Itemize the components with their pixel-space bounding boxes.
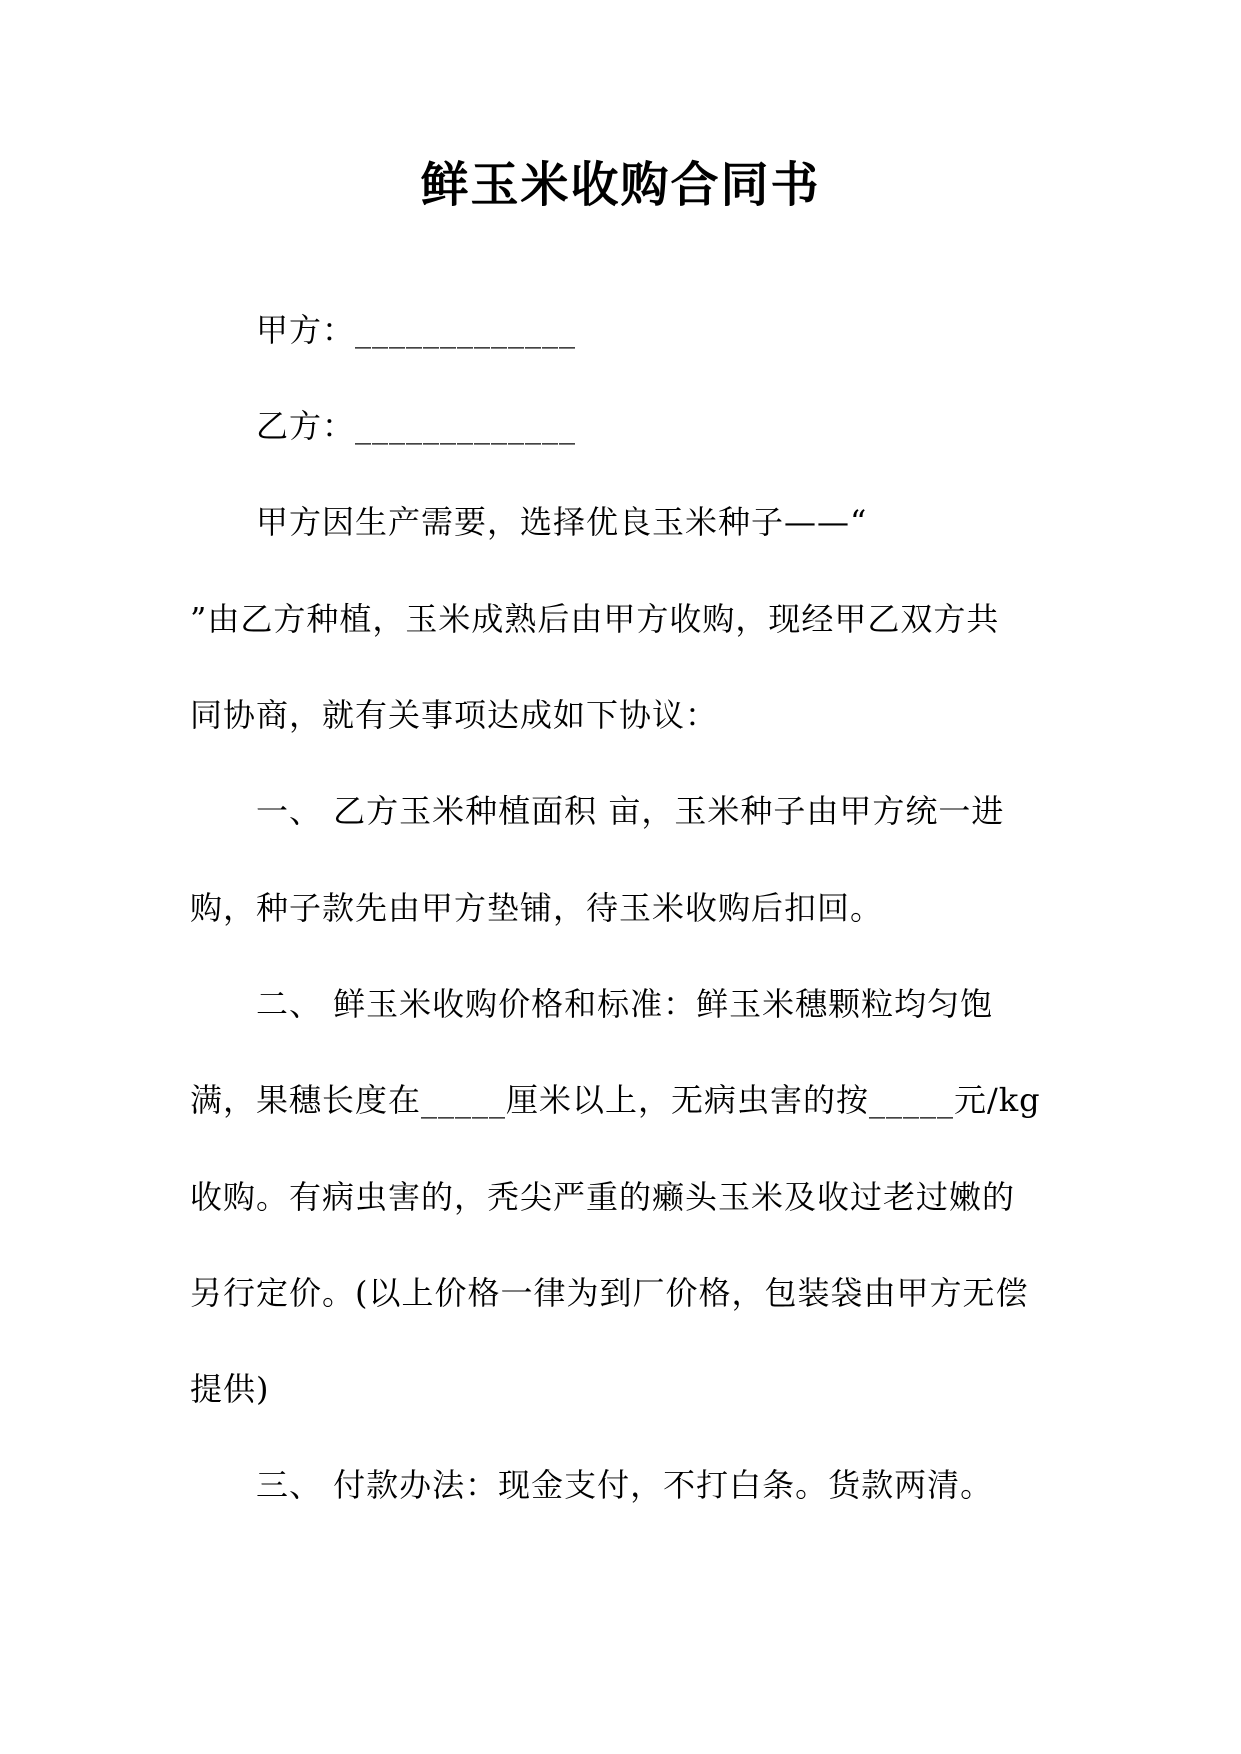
clause-2-line-2: 满，果穗长度在_____厘米以上，无病虫害的按_____元/kg (190, 1081, 1041, 1119)
intro-line-2: ”由乙方种植，玉米成熟后由甲方收购，现经甲乙双方共 (190, 600, 1000, 638)
clause-1-line-2: 购，种子款先由甲方垫铺，待玉米收购后扣回。 (190, 889, 884, 927)
party-a-line: 甲方：_____________ (256, 311, 577, 349)
party-b-line: 乙方：_____________ (256, 407, 577, 445)
clause-2-line-1: 二、 鲜玉米收购价格和标准：鲜玉米穗颗粒均匀饱 (256, 985, 994, 1023)
document-title: 鲜玉米收购合同书 (420, 157, 821, 213)
clause-1-line-1: 一、 乙方玉米种植面积 亩，玉米种子由甲方统一进 (256, 792, 1005, 830)
clause-3-line-1: 三、 付款办法：现金支付，不打白条。货款两清。 (256, 1466, 994, 1504)
intro-line-1: 甲方因生产需要，选择优良玉米种子——“ (256, 503, 868, 541)
clause-2-line-4: 另行定价。(以上价格一律为到厂价格，包装袋由甲方无偿 (190, 1274, 1029, 1312)
intro-line-3: 同协商，就有关事项达成如下协议： (190, 696, 719, 734)
clause-2-line-5: 提供) (190, 1370, 270, 1408)
clause-2-line-3: 收购。有病虫害的，秃尖严重的癞头玉米及收过老过嫩的 (190, 1178, 1016, 1216)
